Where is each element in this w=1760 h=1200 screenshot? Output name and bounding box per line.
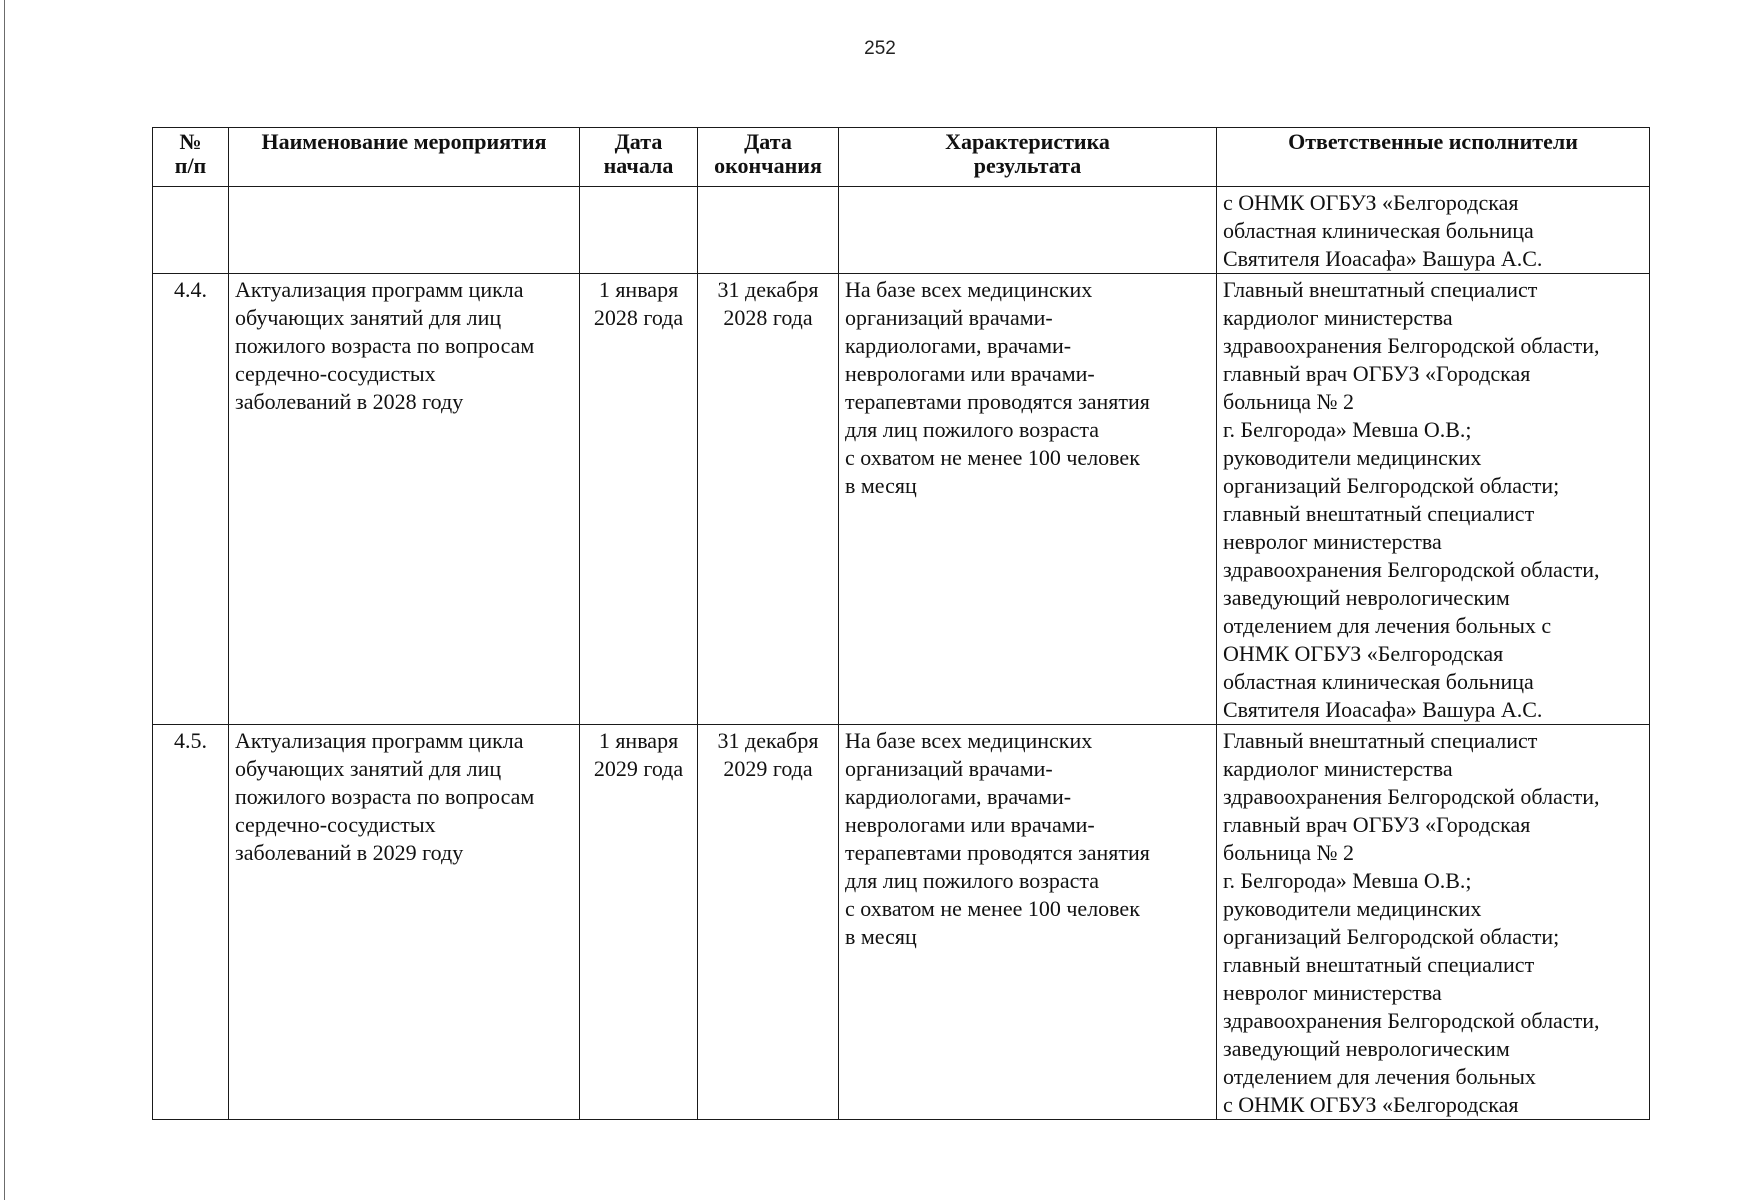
table-row: [153, 187, 1650, 274]
cell-start-date: 1 января 2029 года: [580, 725, 698, 1120]
cell-responsible: Главный внештатный специалист кардиолог министерства здравоохранения Белгородской области, главный врач ОГБУЗ «Городская больница № 2 г. Белгорода» Мевша О.В.; руководители медицинских организаций Белгородской области; главный внештатный специалист невролог министерства здравоохранения Белгородской области, заведующий неврологическим отделением для лечения больных с ОНМК ОГБУЗ «Белгородская областная клиническая больница Святителя Иоасафа» Вашура А.С.: [1217, 274, 1650, 725]
header-num: № п/п: [153, 128, 229, 187]
header-responsible: Ответственные исполнители: [1217, 128, 1650, 187]
cell-result: [839, 187, 1217, 274]
cell-start-date: [580, 187, 698, 274]
header-result: Характеристика результата: [839, 128, 1217, 187]
cell-end-date: [698, 187, 839, 274]
cell-activity-name: Актуализация программ цикла обучающих занятий для лиц пожилого возраста по вопросам сердечно-сосудистых заболеваний в 2029 году: [229, 725, 580, 1120]
cell-result: На базе всех медицинских организаций врачами- кардиологами, врачами- неврологами или врачами- терапевтами проводятся занятия для лиц пожилого возраста с охватом не менее 100 человек в месяц: [839, 274, 1217, 725]
page-number: 252: [864, 38, 896, 59]
cell-responsible: Главный внештатный специалист кардиолог министерства здравоохранения Белгородской области, главный врач ОГБУЗ «Городская больница № 2 г. Белгорода» Мевша О.В.; руководители медицинских организаций Белгородской области; главный внештатный специалист невролог министерства здравоохранения Белгородской области, заведующий неврологическим отделением для лечения больных с ОНМК ОГБУЗ «Белгородская: [1217, 725, 1650, 1120]
cell-num: 4.4.: [153, 274, 229, 725]
cell-num: [153, 187, 229, 274]
cell-activity-name: [229, 187, 580, 274]
cell-activity-name: Актуализация программ цикла обучающих занятий для лиц пожилого возраста по вопросам сердечно-сосудистых заболеваний в 2028 году: [229, 274, 580, 725]
table-header-row: [153, 128, 1650, 187]
scan-margin-line: [4, 0, 5, 1200]
cell-num: 4.5.: [153, 725, 229, 1120]
table-row: [153, 725, 1650, 1120]
cell-end-date: 31 декабря 2028 года: [698, 274, 839, 725]
cell-start-date: 1 января 2028 года: [580, 274, 698, 725]
activities-table: [152, 127, 1650, 1120]
cell-end-date: 31 декабря 2029 года: [698, 725, 839, 1120]
cell-responsible: с ОНМК ОГБУЗ «Белгородская областная клиническая больница Святителя Иоасафа» Вашура А.С.: [1217, 187, 1650, 274]
header-activity-name: Наименование мероприятия: [229, 128, 580, 187]
header-start-date: Дата начала: [580, 128, 698, 187]
table-row: [153, 274, 1650, 725]
cell-result: На базе всех медицинских организаций врачами- кардиологами, врачами- неврологами или врачами- терапевтами проводятся занятия для лиц пожилого возраста с охватом не менее 100 человек в месяц: [839, 725, 1217, 1120]
header-end-date: Дата окончания: [698, 128, 839, 187]
